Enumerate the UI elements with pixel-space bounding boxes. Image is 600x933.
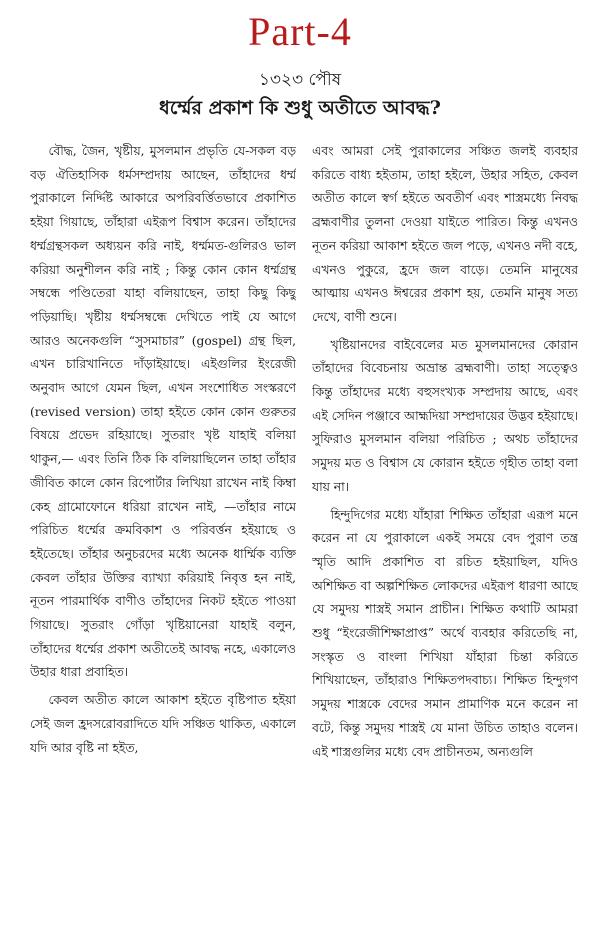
article-title: ধর্ম্মের প্রকাশ কি শুধু অতীতে আবদ্ধ? (159, 97, 441, 119)
paragraph: খৃষ্টিয়ানদের বাইবেলের মত মুসলমানদের কোরান তাঁহাদের বিবেচনায় অভ্রান্ত ব্রহ্মবাণী। তাহা সত্ত্বেও কিন্তু তাঁহাদের মধ্যে বহুসংখ্যক সম্প্রদায় আছে, এবং এই সেদিন পঞ্জাবে আহ্মদিয়া সম্প্রদায়ের উদ্ভব হইয়াছে। সুফিরাও মুসলমান বলিয়া পরিচিত ; অথচ তাঁহাদের সমুদয় মত ও বিশ্বাস যে কোরান হইতে গৃহীত তাহা বলা যায় না। (312, 337, 578, 494)
paragraph: এবং আমরা সেই পুরাকালের সঞ্চিত জলই ব্যবহার করিতে বাধ্য হইতাম, তাহা হইলে, উহার সহিত, কেবল অতীত কালে স্বর্গ হইতে অবতীর্ণ এবং শাস্ত্রমধ্যে নিবদ্ধ ব্রহ্মবাণীর তুলনা দেওয়া যাইতে পারিত। কিন্তু এখনও নূতন করিয়া আকাশ হইতে জল পড়ে, এখনও নদী বহে, এখনও পুকুরে, হ্রদে জল বাড়ে। তেমনি মানুষের আত্মায় এখনও ঈশ্বরের প্রকাশ হয়, তেমনি মানুষ সত্য দেখে, বাণী শুনে। (312, 144, 578, 324)
part-title: Part-4 (248, 9, 352, 54)
paragraph: হিন্দুদিগের মধ্যে যাঁহারা শিক্ষিত তাঁহারা এরূপ মনে করেন না যে পুরাকালে একই সময়ে বেদ পুরাণ তন্ত্র স্মৃতি আদি প্রকাশিত বা রচিত হইয়াছিল, যদিও অশিক্ষিত বা অল্পশিক্ষিত লোকদের এইরূপ ধারণা আছে যে সমুদয় শাস্ত্রই সমান প্রাচীন। শিক্ষিত কথাটি আমরা শুধু “ইংরেজীশিক্ষাপ্রাপ্ত” অর্থে ব্যবহার করিতেছি না, সংস্কৃত ও বাংলা শিখিয়া যাঁহারা চিন্তা করিতে শিখিয়াছেন, তাঁহারাও শিক্ষিতপদবাচ্য। শিক্ষিত হিন্দুগণ সমুদয় শাস্ত্রকে বেদের সমান প্রামাণিক মনে করেন না বটে, কিন্তু সমুদয় শাস্ত্রই যে মানা উচিত তাহাও বলেন। এই শাস্ত্রগুলির মধ্যে বেদ প্রাচীনতম, অন্যগুলি (312, 507, 578, 759)
left-column (30, 140, 296, 926)
right-column (312, 140, 578, 926)
paragraph: বৌদ্ধ, জৈন, খৃষ্টীয়, মুসলমান প্রভৃতি যে-সকল বড় বড় ঐতিহাসিক ধর্মসম্প্রদায় আছেন, তাঁহাদের ধর্ম্ম পুরাকালে নির্দ্দিষ্ট আকারে অপরিবর্ত্তিতভাবে প্রকাশিত হইয়া গিয়াছে, তাঁহারা এইরূপ বিশ্বাস করেন। তাঁহাদের ধর্ম্মগ্রন্থসকল অধ্যয়ন করি নাই, ধর্ম্মমত-গুলিরও ভাল করিয়া অনুশীলন করি নাই ; কিন্তু কোন কোন ধর্ম্মগ্রন্থ সম্বন্ধে পণ্ডিতেরা যাহা বলিয়াছেন, তাহা কিছু কিছু পড়িয়াছি। খৃষ্টীয় ধর্ম্মসম্বন্ধে দেখিতে পাই যে আগে আরও অনেকগুলি “সুসমাচার” (gospel) গ্রন্থ ছিল, এখন চারিখানিতে দাঁড়াইয়াছে। এইগুলির ইংরেজী অনুবাদ আগে যেমন ছিল, এখন সংশোধিত সংস্করণে (revised version) তাহা হইতে কোন কোন গুরুতর বিষয়ে প্রভেদ রহিয়াছে। সুতরাং খৃষ্ট যাহাই বলিয়া থাকুন,— এবং তিনি ঠিক কি বলিয়াছিলেন তাহা তাঁহার জীবিত কালে কোন রিপোর্টার লিখিয়া রাখেন নাই কিম্বা কেহ গ্রামোফোনে ধরিয়া রাখেন নাই, —তাঁহার নামে পরিচিত ধর্ম্মের ক্রমবিকাশ ও পরিবর্ত্তন হইয়াছে ও হইতেছে। তাঁহার অনুচরদের মধ্যে অনেক ধার্ম্মিক ব্যক্তি কেবল তাঁহার উক্তির ব্যাখ্যা করিয়াই নিবৃত্ত হন নাই, নূতন পারমার্থিক বাণীও তাঁহাদের নিকট হইতে পাওয়া গিয়াছে। সুতরাং গোঁড়া খৃষ্টিয়ানেরা যাহাই বলুন, তাঁহাদের ধর্ম্মের প্রকাশ অতীতেই আবদ্ধ নহে, একালেও উহার ধারা প্রবাহিত। (30, 144, 296, 680)
date-line: ১৩২৩ পৌষ (258, 70, 342, 90)
article-body (30, 140, 578, 926)
paragraph: কেবল অতীত কালে আকাশ হইতে বৃষ্টিপাত হইয়া সেই জল হ্রদসরোবরাদিতে যদি সঞ্চিত থাকিত, একালে যদি আর বৃষ্টি না হইত, (30, 693, 296, 755)
